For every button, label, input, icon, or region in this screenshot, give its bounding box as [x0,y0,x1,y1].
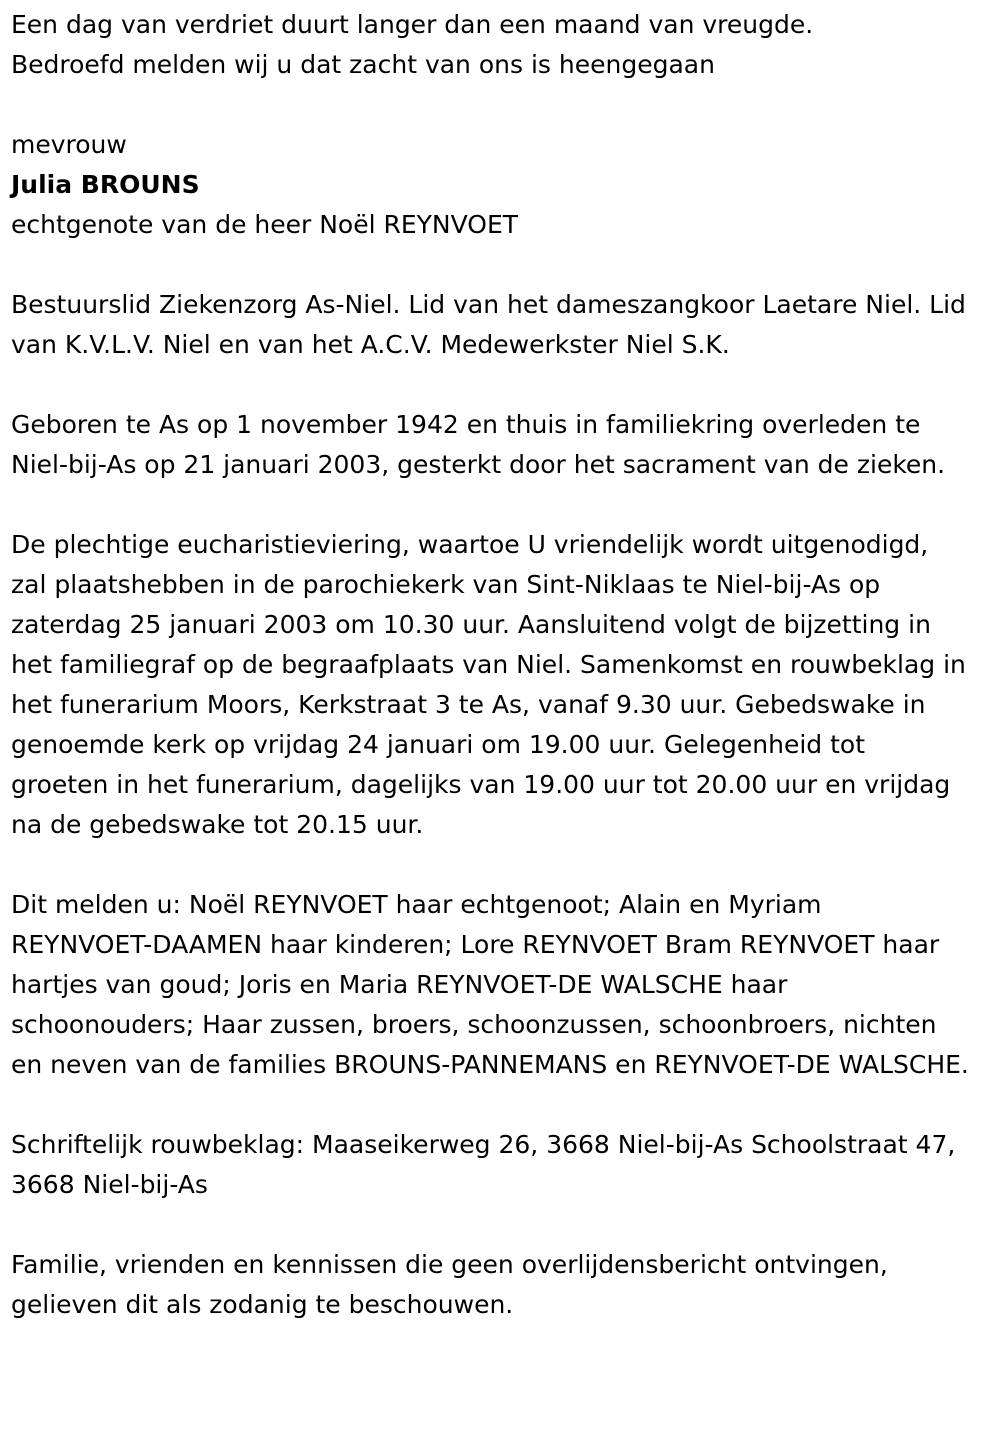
opening-lines [11,5,969,85]
deceased-spouse: echtgenote van de heer Noël REYNVOET [11,210,519,239]
functions-paragraph: Bestuurslid Ziekenzorg As-Niel. Lid van het dameszangkoor Laetare Niel. Lid van K.V.L.V. Niel en van het A.C.V. Medewerkster Niel S.K. [11,290,966,359]
condolences-paragraph: Schriftelijk rouwbeklag: Maaseikerweg 26, 3668 Niel-bij-As Schoolstraat 47, 3668 Niel-bij-As [11,1130,956,1199]
ceremony-paragraph: De plechtige eucharistieviering, waartoe U vriendelijk wordt uitgenodigd, zal plaatshebben in de parochiekerk van Sint-Niklaas te Niel-bij-As op zaterdag 25 januari 2003 om 10.30 uur. Aansluitend volgt de bijzetting in het familiegraf op de begraafplaats van Niel. Samenkomst en rouwbeklag in het funerarium Moors, Kerkstraat 3 te As, vanaf 9.30 uur. Gebedswake in genoemde kerk op vrijdag 24 januari om 19.00 uur. Gelegenheid tot groeten in het funerarium, dagelijks van 19.00 uur tot 20.00 uur en vrijdag na de gebedswake tot 20.15 uur. [11,530,966,839]
deceased-block [11,125,969,245]
family-paragraph: Dit melden u: Noël REYNVOET haar echtgenoot; Alain en Myriam REYNVOET-DAAMEN haar kinderen; Lore REYNVOET Bram REYNVOET haar hartjes van goud; Joris en Maria REYNVOET-DE WALSCHE haar schoonouders; Haar zussen, broers, schoonzussen, schoonbroers, nichten en neven van de families BROUNS-PANNEMANS en REYNVOET-DE WALSCHE. [11,890,969,1079]
deceased-title: mevrouw [11,130,127,159]
closing-paragraph: Familie, vrienden en kennissen die geen overlijdensbericht ontvingen, gelieven dit als zodanig te beschouwen. [11,1250,888,1319]
deceased-name: Julia BROUNS [11,170,200,199]
opening-quote: Een dag van verdriet duurt langer dan een maand van vreugde. [11,10,814,39]
birth-death-paragraph: Geboren te As op 1 november 1942 en thuis in familiekring overleden te Niel-bij-As op 21 januari 2003, gesterkt door het sacrament van de zieken. [11,410,946,479]
announcement-line: Bedroefd melden wij u dat zacht van ons is heengegaan [11,50,715,79]
